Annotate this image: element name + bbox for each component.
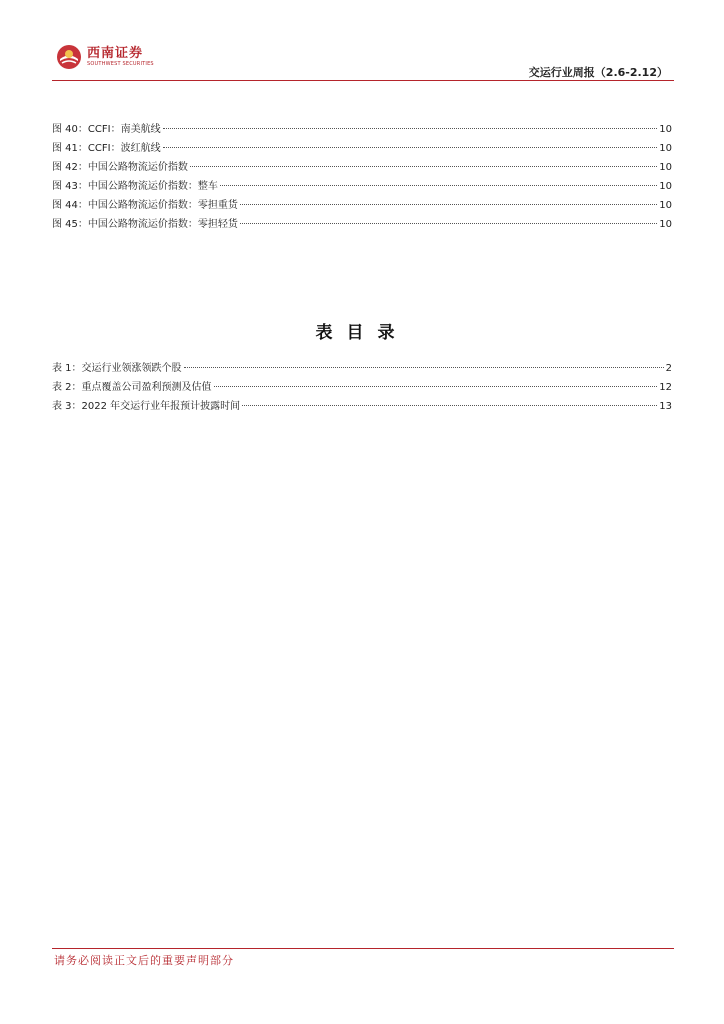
toc-entry[interactable] bbox=[52, 196, 672, 215]
toc-entry-label: 图 44：中国公路物流运价指数：零担重货 bbox=[52, 200, 238, 211]
logo-english-name: SOUTHWEST SECURITIES bbox=[87, 60, 154, 67]
toc-entry[interactable] bbox=[52, 177, 672, 196]
toc-entry-page: 13 bbox=[659, 401, 672, 412]
toc-entry-page: 10 bbox=[659, 143, 672, 154]
toc-entry-page: 10 bbox=[659, 219, 672, 230]
toc-leader-dots bbox=[214, 386, 658, 387]
toc-leader-dots bbox=[240, 204, 657, 205]
toc-entry-page: 10 bbox=[659, 181, 672, 192]
toc-entry-label: 图 42：中国公路物流运价指数 bbox=[52, 162, 188, 173]
toc-leader-dots bbox=[240, 223, 657, 224]
toc-entry-label: 图 45：中国公路物流运价指数：零担轻货 bbox=[52, 219, 238, 230]
toc-leader-dots bbox=[163, 128, 658, 129]
toc-leader-dots bbox=[184, 367, 664, 368]
page-header bbox=[0, 0, 724, 82]
figure-toc-list bbox=[52, 120, 672, 234]
toc-entry-page: 10 bbox=[659, 162, 672, 173]
footer-divider bbox=[52, 948, 674, 949]
toc-entry-label: 图 40：CCFI：南美航线 bbox=[52, 124, 161, 135]
toc-entry-label: 图 41：CCFI：波红航线 bbox=[52, 143, 161, 154]
toc-entry[interactable] bbox=[52, 397, 672, 416]
table-toc-list bbox=[52, 359, 672, 416]
logo-chinese-name: 西南证券 bbox=[87, 45, 144, 61]
toc-entry[interactable] bbox=[52, 120, 672, 139]
toc-entry-label: 表 1：交运行业领涨领跌个股 bbox=[52, 363, 182, 374]
toc-entry[interactable] bbox=[52, 139, 672, 158]
table-toc-heading: 表目录 bbox=[315, 323, 409, 343]
logo-mark-icon bbox=[56, 44, 82, 70]
toc-entry-label: 图 43：中国公路物流运价指数：整车 bbox=[52, 181, 218, 192]
toc-entry-label: 表 3：2022 年交运行业年报预计披露时间 bbox=[52, 401, 241, 412]
toc-entry-page: 2 bbox=[665, 363, 672, 374]
toc-entry-page: 10 bbox=[659, 124, 672, 135]
toc-leader-dots bbox=[163, 147, 658, 148]
toc-entry-page: 12 bbox=[659, 382, 672, 393]
company-logo bbox=[56, 44, 154, 70]
toc-leader-dots bbox=[190, 166, 657, 167]
toc-entry[interactable] bbox=[52, 215, 672, 234]
report-title: 交运行业周报（2.6-2.12） bbox=[528, 66, 668, 79]
toc-leader-dots bbox=[242, 405, 657, 406]
toc-entry-label: 表 2：重点覆盖公司盈利预测及估值 bbox=[52, 382, 212, 393]
toc-entry[interactable] bbox=[52, 378, 672, 397]
toc-entry[interactable] bbox=[52, 359, 672, 378]
header-divider bbox=[52, 80, 674, 81]
footer-disclaimer: 请务必阅读正文后的重要声明部分 bbox=[54, 954, 234, 967]
toc-entry[interactable] bbox=[52, 158, 672, 177]
toc-entry-page: 10 bbox=[659, 200, 672, 211]
toc-leader-dots bbox=[220, 185, 657, 186]
